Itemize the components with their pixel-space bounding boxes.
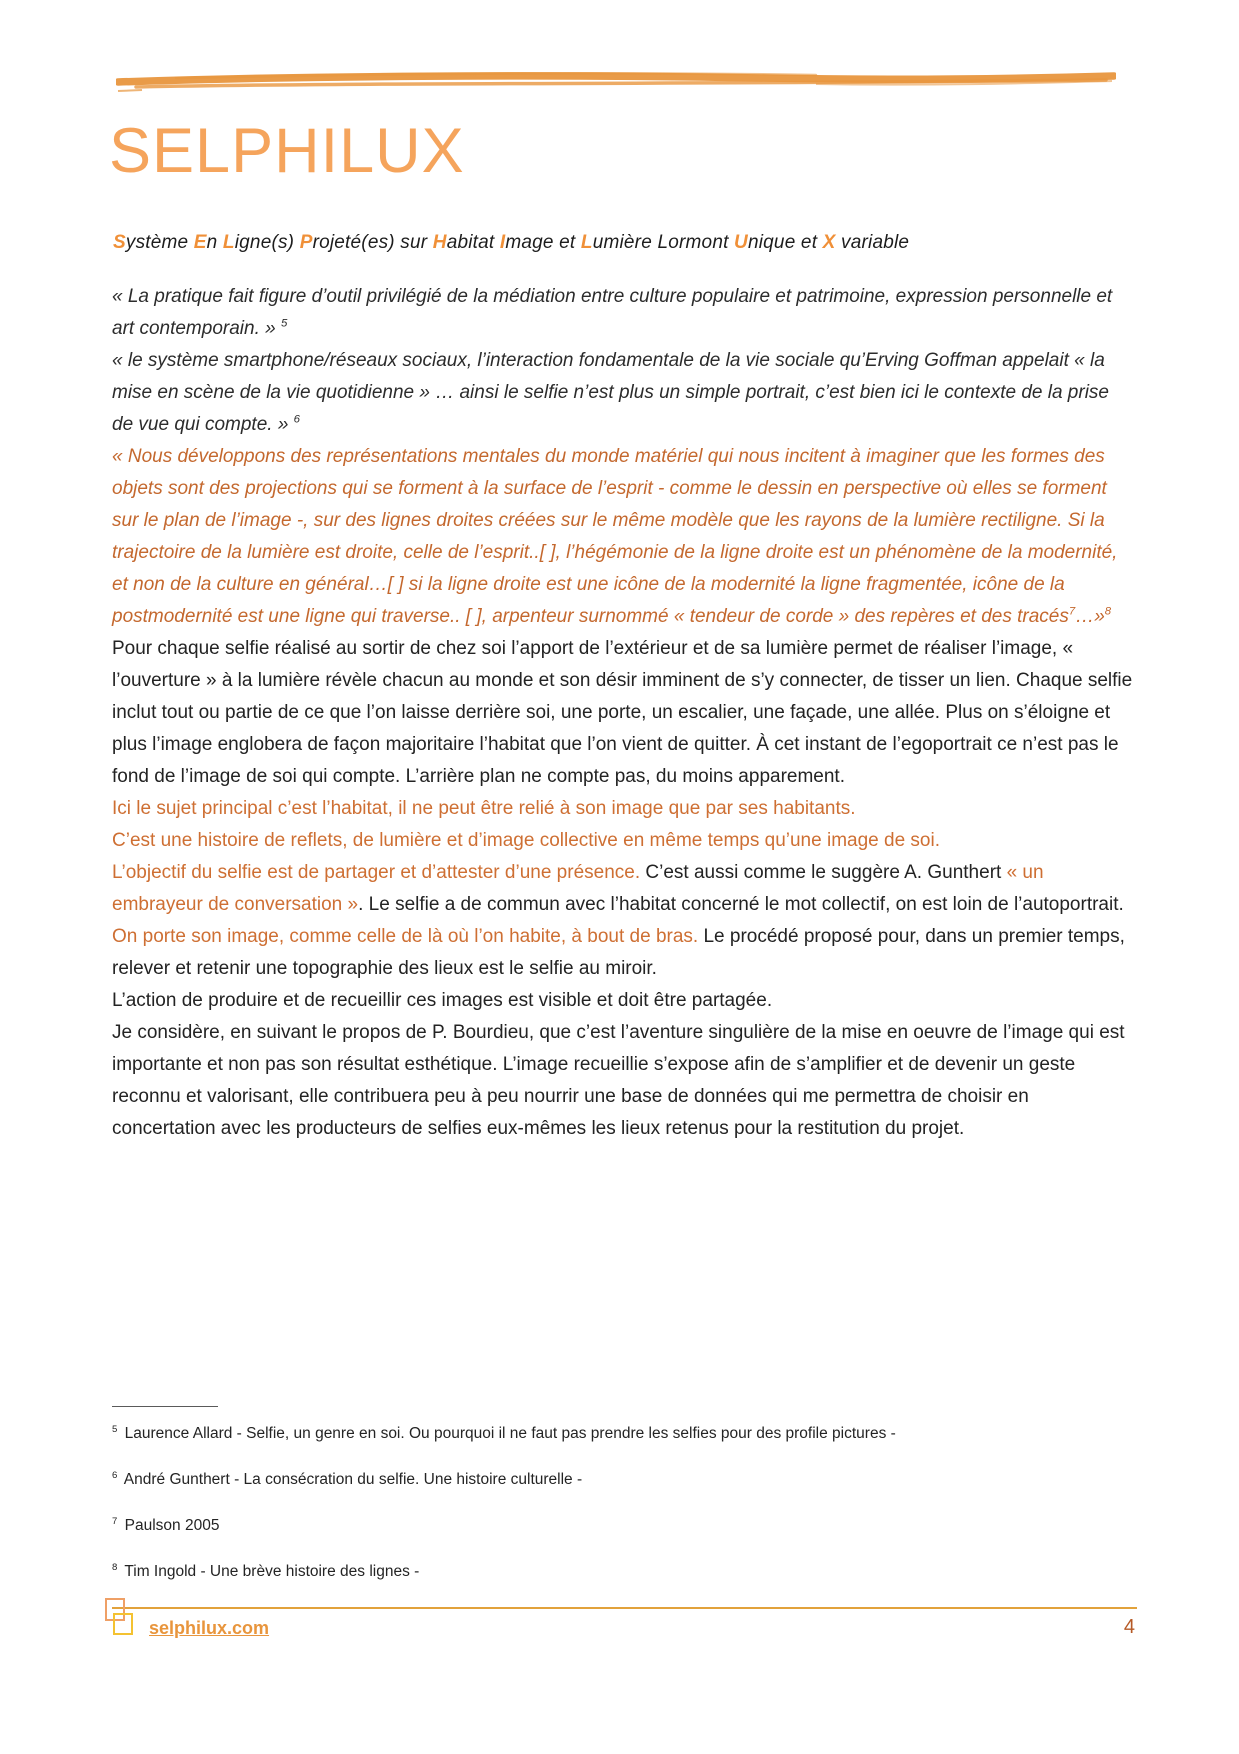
text-segment: abitat xyxy=(446,232,500,253)
text-segment: L xyxy=(222,232,235,253)
text-segment: X xyxy=(822,232,836,253)
text-segment: . Le selfie a de commun avec l’habitat concerné le mot collectif, on est loin de l’autoportrait. xyxy=(358,894,1124,915)
page-footer xyxy=(103,1596,1137,1656)
text-segment: nique et xyxy=(747,232,823,253)
paragraph xyxy=(112,281,1135,345)
text-segment: n xyxy=(206,232,223,253)
footnote-separator xyxy=(112,1406,218,1407)
text-segment: L’objectif du selfie est de partager et d’attester d’une présence. xyxy=(112,862,646,883)
text-segment: I xyxy=(499,232,506,253)
text-segment: L’action de produire et de recueillir ces images est visible et doit être partagée. xyxy=(112,990,773,1011)
text-segment: C’est une histoire de reflets, de lumière et d’image collective en même temps qu’une image de soi. xyxy=(112,830,940,851)
footnote xyxy=(112,1516,1122,1537)
footnote xyxy=(112,1470,1122,1491)
text-segment: L xyxy=(580,232,593,253)
footnote-text: Tim Ingold - Une brève histoire des lignes - xyxy=(120,1562,420,1580)
footnote-reference: 7 xyxy=(1068,605,1076,618)
text-segment: E xyxy=(193,232,207,253)
text-segment: « un embrayeur de conversation » xyxy=(112,862,1044,915)
page-number: 4 xyxy=(1123,1616,1135,1638)
footnote-number: 8 xyxy=(112,1561,118,1573)
footnote-text: Paulson 2005 xyxy=(120,1516,220,1534)
text-segment: « le système smartphone/réseaux sociaux, l’interaction fondamentale de la vie sociale qu’Erving Goffman appelait « la mise en scène de la vie quotidienne » … ainsi le selfie n’est plus un simple portrait, c’est bien ici le contexte de la prise de vue qui compte. » xyxy=(112,350,1109,435)
footer-link[interactable]: selphilux.com xyxy=(149,1618,270,1638)
paragraph xyxy=(112,1017,1135,1145)
paragraph xyxy=(112,441,1135,633)
text-segment: H xyxy=(432,232,447,253)
brush-stroke-graphic xyxy=(116,68,1116,98)
footnote xyxy=(112,1424,1122,1445)
footnote-reference: 5 xyxy=(280,317,288,330)
text-segment: « La pratique fait figure d’outil privilégié de la médiation entre culture populaire et patrimoine, expression personnelle et art contemporain. » xyxy=(112,286,1113,339)
text-segment: rojeté(es) sur xyxy=(312,232,433,253)
selphilux-logo-icon xyxy=(103,1596,139,1646)
text-segment: variable xyxy=(835,232,910,253)
text-segment: C’est aussi comme le suggère A. Gunthert xyxy=(645,862,1007,883)
text-segment: S xyxy=(113,232,126,253)
text-segment: Ici le sujet principal c’est l’habitat, il ne peut être relié à son image que par ses habitants. xyxy=(112,798,856,819)
paragraph xyxy=(112,345,1135,441)
text-segment: umière Lormont xyxy=(592,232,735,253)
footnote-number: 7 xyxy=(112,1515,118,1527)
footnotes xyxy=(112,1424,1122,1608)
text-segment: Pour chaque selfie réalisé au sortir de chez soi l’apport de l’extérieur et de sa lumière permet de réaliser l’image, « l’ouverture » à la lumière révèle chacun au monde et son désir imminent de s’y connecter, de tisser un lien. Chaque selfie inclut tout ou partie de ce que l’on laisse derrière soi, une porte, un escalier, une façade, une allée. Plus on s’éloigne et plus l’image englobera de façon majoritaire l’habitat que l’on vient de quitter. À cet instant de l’egoportrait ce n’est pas le fond de l’image de soi qui compte. L’arrière plan ne compte pas, du moins apparement. xyxy=(112,638,1133,787)
text-segment: U xyxy=(734,232,748,253)
paragraph xyxy=(112,793,1135,825)
footnote-text: Laurence Allard - Selfie, un genre en soi. Ou pourquoi il ne faut pas prendre les selfies pour des profile pictures - xyxy=(120,1425,896,1442)
text-segment: Je considère, en suivant le propos de P. Bourdieu, que c’est l’aventure singulière de la mise en oeuvre de l’image qui est importante et non pas son résultat esthétique. L’image recueillie s’expose afin de s’amplifier et de devenir un geste reconnu et valorisant, elle contribuera peu à peu nourrir une base de données qui me permettra de choisir en concertation avec les producteurs de selfies eux-mêmes les lieux retenus pour la restitution du projet. xyxy=(112,1022,1125,1139)
text-segment: mage et xyxy=(505,232,581,253)
text-segment: On porte son image, comme celle de là où l’on habite, à bout de bras. xyxy=(112,926,704,947)
footer-rule xyxy=(112,1607,1137,1609)
subtitle xyxy=(113,232,909,254)
paragraph xyxy=(112,633,1135,793)
footnote-text: André Gunthert - La consécration du selfie. Une histoire culturelle - xyxy=(120,1470,583,1488)
footnote-reference: 6 xyxy=(293,413,301,426)
footnote-reference: 8 xyxy=(1104,605,1112,618)
text-segment: ystème xyxy=(125,232,194,253)
text-segment: « Nous développons des représentations mentales du monde matériel qui nous incitent à imaginer que les formes des objets sont des projections qui se forment à la surface de l’esprit - comme le dessin en perspective où elles se forment sur le plan de l’image -, sur des lignes droites créées sur le même modèle que les rayons de la lumière rectiligne. Si la trajectoire de la lumière est droite, celle de l’esprit..[ ], l’hégémonie de la ligne droite est un phénomène de la modernité, et non de la culture en général…[ ] si la ligne droite est une icône de la modernité la ligne fragmentée, icône de la postmodernité est une ligne qui traverse.. [ ], arpenteur surnommé « tendeur de corde » des repères et des tracés xyxy=(112,446,1118,627)
text-segment: Le procédé proposé pour, dans un premier temps, relever et retenir une topographie des lieux est le selfie au miroir. xyxy=(112,926,1125,979)
footnote xyxy=(112,1562,1122,1583)
paragraph xyxy=(112,857,1135,985)
text-segment: P xyxy=(299,232,313,253)
logo-square-bottom-icon xyxy=(113,1613,133,1635)
body-text xyxy=(112,281,1135,1145)
text-segment: igne(s) xyxy=(234,232,300,253)
text-segment: …» xyxy=(1075,606,1105,627)
footnote-number: 6 xyxy=(112,1469,118,1481)
paragraph xyxy=(112,985,1135,1017)
page-title: SELPHILUX xyxy=(109,116,465,186)
footnote-number: 5 xyxy=(112,1423,118,1435)
paragraph xyxy=(112,825,1135,857)
